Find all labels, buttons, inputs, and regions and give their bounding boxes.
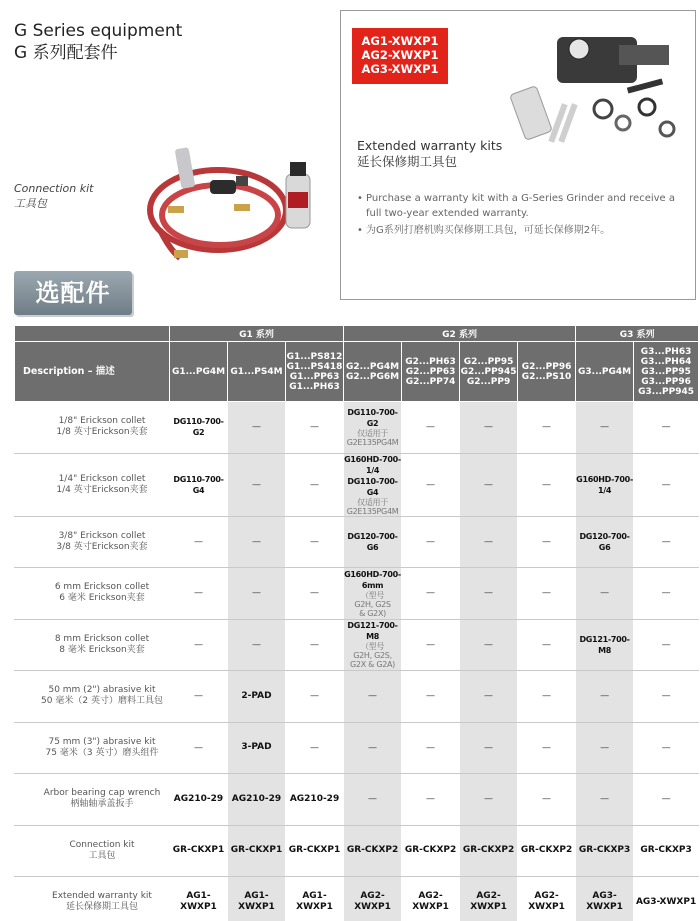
row-description <box>15 619 170 671</box>
part-number-cell <box>344 453 402 516</box>
group-g1: G1 系列 <box>170 326 344 342</box>
part-number-cell <box>228 453 286 516</box>
part-number-cell <box>402 825 460 877</box>
part-number: DG120-700-G6 <box>347 531 398 552</box>
part-number-cell <box>634 877 699 921</box>
part-number: GR-CKXP1 <box>288 845 341 856</box>
part-number: AG2-XWXP1 <box>528 891 565 913</box>
part-number-cell <box>518 619 576 671</box>
model-name: G1...PH63 <box>289 381 340 392</box>
row-description-zh: 3/8 英寸Erickson夹套 <box>56 541 148 552</box>
part-number: AG210-29 <box>289 793 340 804</box>
accessories-section-tab: 选配件 <box>14 271 132 315</box>
part-number-cell <box>286 516 344 568</box>
part-number-cell <box>460 671 518 723</box>
group-g3: G3 系列 <box>576 326 699 342</box>
part-number: — <box>600 691 610 702</box>
part-number: — <box>484 742 494 753</box>
part-number-cell <box>286 402 344 454</box>
row-description-zh: 柄轴轴承盖扳手 <box>70 799 134 810</box>
part-number-cell <box>228 568 286 620</box>
row-description <box>15 568 170 620</box>
row-description-en: Extended warranty kit <box>52 891 152 902</box>
part-number-cell <box>402 671 460 723</box>
part-number: DG121-700-M8 <box>579 634 630 655</box>
row-description <box>15 722 170 774</box>
connection-kit-label-zh: 工具包 <box>14 197 47 210</box>
part-number: AG2-XWXP1 <box>354 891 391 913</box>
part-number: — <box>426 794 436 805</box>
part-number: GR-CKXP2 <box>404 845 457 856</box>
part-number-cell <box>460 568 518 620</box>
part-number-cell <box>344 877 402 921</box>
part-number: AG210-29 <box>231 793 282 804</box>
part-number: — <box>661 794 671 805</box>
part-number-cell <box>634 722 699 774</box>
part-note: G2E135PG4M <box>346 506 399 516</box>
part-number-cell <box>170 619 228 671</box>
part-number: G160HD-700-6mm <box>344 569 401 590</box>
part-number-cell <box>576 619 634 671</box>
model-name: G2...PH63 <box>405 356 456 367</box>
row-description-zh: 6 毫米 Erickson夹套 <box>59 593 145 604</box>
page-title <box>14 20 182 64</box>
part-number-cell <box>576 402 634 454</box>
model-column-header <box>460 342 518 402</box>
part-number: — <box>542 742 552 753</box>
row-description-zh: 50 毫米（2 英寸）磨料工具包 <box>41 696 163 707</box>
part-number: — <box>368 742 378 753</box>
part-number: — <box>252 639 261 650</box>
part-number: — <box>542 691 552 702</box>
model-name: G1...PS4M <box>230 366 283 377</box>
model-name: G2...PS10 <box>521 371 572 382</box>
model-column-header <box>228 342 286 402</box>
part-number: — <box>600 742 610 753</box>
table-row <box>15 825 699 877</box>
part-note: 仅适用于 <box>357 497 388 507</box>
model-name: G1...PG4M <box>171 366 226 377</box>
part-number-cell <box>170 722 228 774</box>
part-number: — <box>542 794 552 805</box>
part-number-cell <box>286 619 344 671</box>
part-number-cell <box>402 453 460 516</box>
warranty-bullet-en: • Purchase a warranty kit with a G-Series Grinder and receive a full two-year extended warranty. <box>357 191 687 221</box>
part-number-cell <box>576 825 634 877</box>
warranty-part-badge <box>352 28 448 84</box>
part-number: — <box>310 479 320 490</box>
part-number: — <box>310 422 320 433</box>
part-number: — <box>426 742 436 753</box>
row-description-en: 8 mm Erickson collet <box>54 633 150 644</box>
part-number-cell <box>228 671 286 723</box>
part-number-cell <box>460 619 518 671</box>
row-description <box>15 516 170 568</box>
part-number: — <box>426 639 436 650</box>
warranty-badge-g2: AG2-XWXP1 <box>361 48 439 62</box>
part-number: — <box>426 422 436 433</box>
part-number-cell <box>170 671 228 723</box>
part-number-cell <box>170 453 228 516</box>
row-description-zh: 工具包 <box>88 850 116 861</box>
model-column-header <box>286 342 344 402</box>
part-number: — <box>661 479 671 490</box>
part-number-cell <box>576 722 634 774</box>
part-number-cell <box>402 877 460 921</box>
connection-kit-label-en: Connection kit <box>14 182 94 195</box>
part-number-cell <box>228 722 286 774</box>
part-number: AG1-XWXP1 <box>180 891 217 913</box>
part-number-cell <box>634 516 699 568</box>
part-number-cell <box>402 722 460 774</box>
model-column-header <box>402 342 460 402</box>
model-name: G2...PP74 <box>405 376 456 387</box>
part-number: — <box>542 588 552 599</box>
group-g2: G2 系列 <box>344 326 576 342</box>
part-number-cell <box>634 619 699 671</box>
part-number-cell <box>286 453 344 516</box>
part-number-cell <box>634 402 699 454</box>
part-number: GR-CKXP1 <box>230 845 283 856</box>
part-number-cell <box>286 825 344 877</box>
part-number: — <box>484 479 494 490</box>
row-description-en: Connection kit <box>69 839 135 850</box>
model-name: G2...PP9 <box>466 376 511 387</box>
model-name: G1...PP63 <box>289 371 340 382</box>
connection-kit-label <box>14 181 93 211</box>
part-number-cell <box>460 774 518 826</box>
part-number-cell <box>460 453 518 516</box>
part-number-cell <box>402 619 460 671</box>
row-description-zh: 1/4 英寸Erickson夹套 <box>56 484 148 495</box>
part-number: G160HD-700-1/4 <box>344 454 401 475</box>
table-row <box>15 568 699 620</box>
part-number-cell <box>344 825 402 877</box>
model-name: G3...PP95 <box>641 366 691 377</box>
part-number: — <box>194 536 203 547</box>
part-number-cell <box>402 774 460 826</box>
part-note: （型号 <box>360 642 385 652</box>
part-number-cell <box>518 671 576 723</box>
part-number-cell <box>170 568 228 620</box>
model-column-header <box>170 342 228 402</box>
part-number: — <box>194 588 203 599</box>
part-number-cell <box>170 402 228 454</box>
model-name: G3...PH63 <box>640 346 692 357</box>
accessories-table <box>14 325 699 921</box>
row-description-en: 1/8" Erickson collet <box>58 416 146 427</box>
model-column-header <box>576 342 634 402</box>
part-number: — <box>484 536 494 547</box>
part-note: 仅适用于 <box>357 429 388 439</box>
model-name: G3...PG4M <box>578 366 632 377</box>
model-name: G3...PH64 <box>640 356 692 367</box>
row-description <box>15 671 170 723</box>
warranty-bullets <box>357 191 687 240</box>
part-number-cell <box>634 568 699 620</box>
model-column-header <box>518 342 576 402</box>
page-title-en: G Series equipment <box>14 21 183 41</box>
part-number: — <box>661 588 671 599</box>
part-number-cell <box>286 877 344 921</box>
part-number: — <box>310 639 320 650</box>
part-number: — <box>600 422 610 433</box>
part-number-cell <box>344 568 402 620</box>
part-number-cell <box>344 722 402 774</box>
part-note: DG110-700-G4 <box>347 476 398 497</box>
part-number: — <box>252 479 261 490</box>
part-number-cell <box>228 877 286 921</box>
warranty-kit-title <box>357 138 502 170</box>
model-name: G3...PP96 <box>641 376 691 387</box>
row-description <box>15 453 170 516</box>
part-number-cell <box>286 671 344 723</box>
part-number-cell <box>170 825 228 877</box>
row-description <box>15 774 170 826</box>
part-number: — <box>194 742 203 753</box>
part-number: — <box>426 588 436 599</box>
table-row <box>15 774 699 826</box>
part-number: 3-PAD <box>241 742 272 753</box>
row-description-zh: 延长保修期工具包 <box>65 902 138 913</box>
row-description <box>15 402 170 454</box>
part-number: — <box>310 691 320 702</box>
part-number-cell <box>518 877 576 921</box>
row-description-en: 3/8" Erickson collet <box>58 530 146 541</box>
part-note: G2X & G2A) <box>350 660 396 670</box>
part-number-cell <box>228 774 286 826</box>
model-name: G2...PP96 <box>521 361 572 372</box>
part-number-cell <box>344 402 402 454</box>
part-number: — <box>426 536 436 547</box>
part-number: AG2-XWXP1 <box>412 891 449 913</box>
row-description-zh: 8 毫米 Erickson夹套 <box>59 644 145 655</box>
part-number: — <box>661 536 671 547</box>
row-description-en: Arbor bearing cap wrench <box>43 788 161 799</box>
part-number-cell <box>634 671 699 723</box>
row-description <box>15 825 170 877</box>
part-number-cell <box>634 453 699 516</box>
part-number-cell <box>228 825 286 877</box>
part-number-cell <box>286 774 344 826</box>
part-number-cell <box>634 825 699 877</box>
part-number: AG1-XWXP1 <box>238 891 275 913</box>
part-number: — <box>310 588 320 599</box>
model-name: G2...PG4M <box>345 361 400 372</box>
model-name: G2...PG6M <box>345 371 400 382</box>
part-number: — <box>252 422 261 433</box>
table-row <box>15 722 699 774</box>
part-number: — <box>600 588 610 599</box>
part-number: — <box>252 588 261 599</box>
part-number: AG2-XWXP1 <box>470 891 507 913</box>
part-number: — <box>252 536 261 547</box>
part-number: AG3-XWXP1 <box>586 891 623 913</box>
model-name: G1...PS418 <box>286 361 343 372</box>
part-number-cell <box>228 402 286 454</box>
part-number: GR-CKXP3 <box>578 845 631 856</box>
part-number-cell <box>576 568 634 620</box>
part-number-cell <box>518 722 576 774</box>
part-number: — <box>600 794 610 805</box>
part-number: — <box>368 691 378 702</box>
part-number: — <box>194 639 203 650</box>
part-number: DG121-700-M8 <box>347 621 398 642</box>
table-row <box>15 671 699 723</box>
part-number: — <box>484 422 494 433</box>
warranty-bullet-zh: • 为G系列打磨机购买保修期工具包，可延长保修期2年。 <box>357 223 687 238</box>
part-number-cell <box>344 619 402 671</box>
model-column-header <box>344 342 402 402</box>
warranty-kit-title-zh: 延长保修期工具包 <box>357 154 458 169</box>
part-number-cell <box>170 774 228 826</box>
part-number: — <box>484 691 494 702</box>
part-number: — <box>661 639 671 650</box>
part-number: GR-CKXP1 <box>172 845 225 856</box>
part-number: GR-CKXP2 <box>462 845 515 856</box>
part-number-cell <box>460 402 518 454</box>
part-number-cell <box>518 516 576 568</box>
part-number: — <box>661 742 671 753</box>
part-number: — <box>661 691 671 702</box>
part-number-cell <box>460 516 518 568</box>
part-number-cell <box>402 568 460 620</box>
part-number: DG110-700-G2 <box>173 417 224 438</box>
model-name: G2...PP95 <box>463 356 514 367</box>
part-number-cell <box>344 671 402 723</box>
part-note: （型号 <box>360 590 385 600</box>
row-description-en: 6 mm Erickson collet <box>54 582 150 593</box>
part-number: — <box>484 588 494 599</box>
part-number: — <box>542 479 552 490</box>
part-number: DG110-700-G2 <box>347 408 398 429</box>
warranty-kit-title-en: Extended warranty kits <box>357 138 503 153</box>
part-number-cell <box>228 516 286 568</box>
part-number-cell <box>460 825 518 877</box>
part-number: — <box>310 742 320 753</box>
part-number: GR-CKXP2 <box>346 845 399 856</box>
part-note: G2H, G2S <box>354 599 391 609</box>
part-number-cell <box>170 877 228 921</box>
part-number: — <box>542 536 552 547</box>
part-number: DG120-700-G6 <box>579 531 630 552</box>
part-number-cell <box>518 568 576 620</box>
part-number-cell <box>576 774 634 826</box>
table-row <box>15 619 699 671</box>
part-number: — <box>484 639 494 650</box>
part-number: — <box>661 422 671 433</box>
part-number-cell <box>402 516 460 568</box>
part-number: AG3-XWXP1 <box>635 896 697 907</box>
part-number: GR-CKXP2 <box>520 845 573 856</box>
part-number: — <box>310 536 320 547</box>
connection-kit-image <box>140 140 340 265</box>
row-description-en: 50 mm (2") abrasive kit <box>48 685 156 696</box>
part-note: G2E135PG4M <box>346 438 399 448</box>
part-number-cell <box>576 671 634 723</box>
part-number: — <box>426 479 436 490</box>
model-name: G1...PS812 <box>286 351 343 362</box>
model-name: G2...PP945 <box>460 366 517 377</box>
part-number-cell <box>344 516 402 568</box>
part-number: GR-CKXP3 <box>640 845 692 856</box>
part-number-cell <box>170 516 228 568</box>
part-number-cell <box>344 774 402 826</box>
table-row <box>15 516 699 568</box>
part-number-cell <box>576 516 634 568</box>
warranty-badge-g1: AG1-XWXP1 <box>361 34 439 48</box>
part-number: 2-PAD <box>241 690 272 701</box>
part-number: — <box>542 422 552 433</box>
part-number: — <box>194 691 203 702</box>
warranty-badge-g3: AG3-XWXP1 <box>361 62 439 76</box>
model-name: G2...PP63 <box>405 366 456 377</box>
row-description-en: 75 mm (3") abrasive kit <box>48 736 156 747</box>
part-number-cell <box>634 774 699 826</box>
page-title-zh: G 系列配套件 <box>14 43 118 63</box>
part-number: — <box>542 639 552 650</box>
part-number-cell <box>576 453 634 516</box>
part-number-cell <box>402 402 460 454</box>
row-description-zh: 75 毫米（3 英寸）磨头组件 <box>45 747 159 758</box>
part-number: AG210-29 <box>173 793 224 804</box>
model-name: G3...PP945 <box>638 386 695 397</box>
part-number: G160HD-700-1/4 <box>576 474 633 495</box>
table-row <box>15 402 699 454</box>
warranty-kit-image <box>507 19 693 151</box>
table-row <box>15 453 699 516</box>
part-number-cell <box>286 722 344 774</box>
part-number-cell <box>518 774 576 826</box>
part-number: DG110-700-G4 <box>173 474 224 495</box>
row-description-en: 1/4" Erickson collet <box>58 473 146 484</box>
part-note: & G2X) <box>359 608 386 618</box>
part-number: — <box>368 794 378 805</box>
part-number-cell <box>518 402 576 454</box>
part-number-cell <box>518 825 576 877</box>
part-number: AG1-XWXP1 <box>296 891 333 913</box>
part-number-cell <box>228 619 286 671</box>
part-number: — <box>484 794 494 805</box>
row-description-zh: 1/8 英寸Erickson夹套 <box>56 427 148 438</box>
part-number: — <box>426 691 436 702</box>
part-number-cell <box>518 453 576 516</box>
model-column-header <box>634 342 699 402</box>
warranty-kit-panel <box>340 10 696 300</box>
part-number-cell <box>460 722 518 774</box>
part-number-cell <box>286 568 344 620</box>
part-number-cell <box>460 877 518 921</box>
row-description <box>15 877 170 921</box>
part-number-cell <box>576 877 634 921</box>
description-header: Description – 描述 <box>15 342 170 402</box>
table-row <box>15 877 699 921</box>
part-note: G2H, G2S, <box>353 651 392 661</box>
